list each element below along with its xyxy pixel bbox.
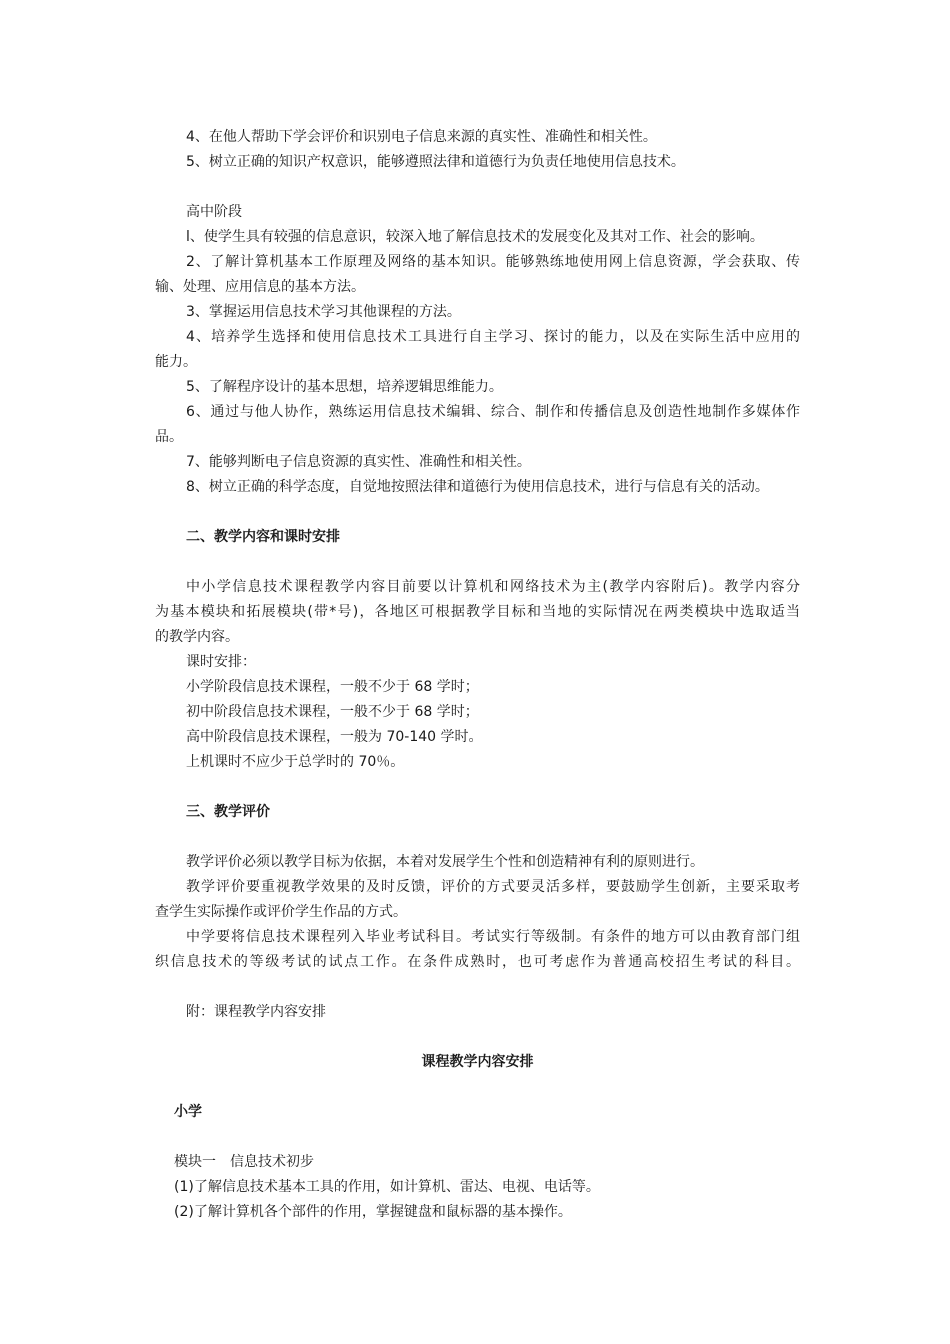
evaluation-line: 教学评价要重视教学效果的及时反馈，评价的方式要灵活多样，要鼓励学生创新，主要采取考 xyxy=(186,879,800,895)
level-heading-primary: 小学 xyxy=(174,1104,202,1120)
section2-paragraph-line: 为基本模块和拓展模块(带*号)，各地区可根据教学目标和当地的实际情况在两类模块中选取适当 xyxy=(155,604,800,620)
hours-item: 高中阶段信息技术课程，一般为 70-140 学时。 xyxy=(186,729,483,745)
section-heading-content-hours: 二、教学内容和课时安排 xyxy=(186,529,340,545)
evaluation-line: 中学要将信息技术课程列入毕业考试科目。考试实行等级制。有条件的地方可以由教育部门组 xyxy=(186,929,800,945)
high-school-item-cont: 品。 xyxy=(155,429,183,445)
hours-item: 小学阶段信息技术课程，一般不少于 68 学时； xyxy=(186,679,479,695)
high-school-item: 7、能够判断电子信息资源的真实性、准确性和相关性。 xyxy=(186,454,531,470)
high-school-item: 8、树立正确的科学态度，自觉地按照法律和道德行为使用信息技术，进行与信息有关的活动。 xyxy=(186,479,769,495)
high-school-item: 3、掌握运用信息技术学习其他课程的方法。 xyxy=(186,304,461,320)
hours-item: 初中阶段信息技术课程，一般不少于 68 学时； xyxy=(186,704,479,720)
hours-label: 课时安排： xyxy=(186,654,256,670)
high-school-item: 4、培养学生选择和使用信息技术工具进行自主学习、探讨的能力，以及在实际生活中应用的 xyxy=(186,329,800,345)
module-title: 模块一 信息技术初步 xyxy=(174,1154,314,1170)
evaluation-line: 教学评价必须以教学目标为依据，本着对发展学生个性和创造精神有利的原则进行。 xyxy=(186,854,704,870)
section2-paragraph-line: 的教学内容。 xyxy=(155,629,239,645)
high-school-item: 6、通过与他人协作，熟练运用信息技术编辑、综合、制作和传播信息及创造性地制作多媒体作 xyxy=(186,404,800,420)
high-school-item: l、使学生具有较强的信息意识，较深入地了解信息技术的发展变化及其对工作、社会的影响。 xyxy=(186,229,764,245)
high-school-item-cont: 能力。 xyxy=(155,354,197,370)
evaluation-line: 织信息技术的等级考试的试点工作。在条件成熟时，也可考虑作为普通高校招生考试的科目。 xyxy=(155,954,800,970)
high-school-item: 2、了解计算机基本工作原理及网络的基本知识。能够熟练地使用网上信息资源，学会获取、传 xyxy=(186,254,800,270)
module-item: (1)了解信息技术基本工具的作用，如计算机、雷达、电视、电话等。 xyxy=(174,1179,600,1195)
module-item: (2)了解计算机各个部件的作用，掌握键盘和鼠标器的基本操作。 xyxy=(174,1204,572,1220)
high-school-heading: 高中阶段 xyxy=(186,204,242,220)
high-school-item-cont: 输、处理、应用信息的基本方法。 xyxy=(155,279,365,295)
appendix-label: 附：课程教学内容安排 xyxy=(186,1004,326,1020)
high-school-item: 5、了解程序设计的基本思想，培养逻辑思维能力。 xyxy=(186,379,503,395)
hours-item: 上机课时不应少于总学时的 70％。 xyxy=(186,754,405,770)
evaluation-line: 查学生实际操作或评价学生作品的方式。 xyxy=(155,904,407,920)
appendix-title: 课程教学内容安排 xyxy=(421,1054,534,1070)
goal-item-5: 5、树立正确的知识产权意识，能够遵照法律和道德行为负责任地使用信息技术。 xyxy=(186,154,685,170)
section2-paragraph-line: 中小学信息技术课程教学内容目前要以计算机和网络技术为主(教学内容附后)。教学内容分 xyxy=(186,579,800,595)
section-heading-evaluation: 三、教学评价 xyxy=(186,804,270,820)
goal-item-4: 4、在他人帮助下学会评价和识别电子信息来源的真实性、准确性和相关性。 xyxy=(186,129,657,145)
